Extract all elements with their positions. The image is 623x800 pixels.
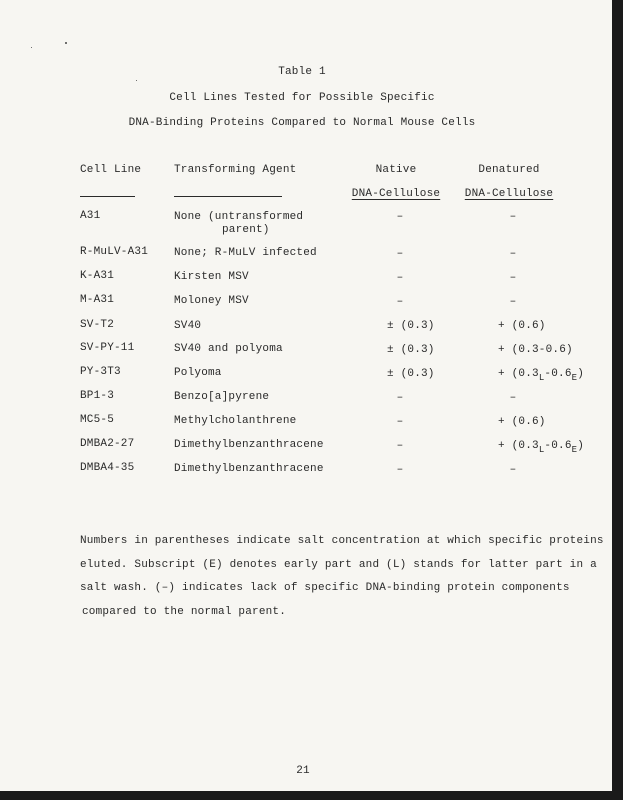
cell-line: SV-PY-11 bbox=[80, 342, 135, 354]
header-native-dna-cellulose: DNA-Cellulose bbox=[351, 188, 441, 200]
cell-line: SV-T2 bbox=[80, 319, 115, 331]
transforming-agent: Dimethylbenzanthracene bbox=[174, 463, 324, 475]
note-line: eluted. Subscript (E) denotes early part and (L) stands for latter part in a bbox=[80, 559, 597, 571]
cell-line: BP1-3 bbox=[80, 390, 115, 402]
native-result: ± (0.3) bbox=[387, 320, 435, 332]
note-line: compared to the normal parent. bbox=[82, 606, 287, 618]
cell-line: K-A31 bbox=[80, 270, 115, 282]
native-result: – bbox=[396, 392, 404, 404]
cell-line: DMBA2-27 bbox=[80, 438, 135, 450]
transforming-agent: SV40 bbox=[174, 320, 202, 332]
cell-line: M-A31 bbox=[80, 294, 115, 306]
header-cell-line: Cell Line bbox=[80, 164, 142, 176]
header-denatured-dna-cellulose: DNA-Cellulose bbox=[464, 188, 554, 200]
transforming-agent: Methylcholanthrene bbox=[174, 415, 297, 427]
denatured-result: – bbox=[509, 248, 517, 260]
native-result: – bbox=[396, 464, 404, 476]
denatured-result: – bbox=[509, 272, 517, 284]
native-result: – bbox=[396, 296, 404, 308]
header-denatured: Denatured bbox=[478, 164, 540, 176]
native-result: – bbox=[396, 211, 404, 223]
transforming-agent: SV40 and polyoma bbox=[174, 343, 283, 355]
transforming-agent: Dimethylbenzanthracene bbox=[174, 439, 324, 451]
native-result: ± (0.3) bbox=[387, 344, 435, 356]
transforming-agent: Kirsten MSV bbox=[174, 271, 249, 283]
note-line: salt wash. (–) indicates lack of specific DNA-binding protein components bbox=[80, 582, 570, 594]
table-caption-line-1: Cell Lines Tested for Possible Specific bbox=[169, 92, 435, 104]
header-rule-agent bbox=[174, 196, 282, 197]
transforming-agent-continued: parent) bbox=[222, 224, 270, 236]
native-result: – bbox=[396, 440, 404, 452]
header-transforming-agent: Transforming Agent bbox=[174, 164, 297, 176]
header-native: Native bbox=[375, 164, 417, 176]
page-number: 21 bbox=[296, 765, 310, 777]
note-line: Numbers in parentheses indicate salt concentration at which specific proteins bbox=[80, 535, 604, 547]
native-result: – bbox=[396, 248, 404, 260]
transforming-agent: Polyoma bbox=[174, 367, 222, 379]
denatured-result: + $(0.3_L-0.6_E)$ bbox=[498, 368, 585, 383]
cell-line: R-MuLV-A31 bbox=[80, 246, 149, 258]
cell-line: PY-3T3 bbox=[80, 366, 121, 378]
cell-line: A31 bbox=[80, 210, 101, 222]
native-result: ± (0.3) bbox=[387, 368, 435, 380]
native-result: – bbox=[396, 272, 404, 284]
denatured-result: + $(0.3_L-0.6_E)$ bbox=[498, 440, 585, 455]
cell-line: MC5-5 bbox=[80, 414, 115, 426]
transforming-agent: None (untransformed bbox=[174, 211, 304, 223]
table-label: Table 1 bbox=[278, 66, 326, 78]
paper-speck bbox=[65, 42, 67, 44]
paper-speck bbox=[31, 47, 32, 48]
denatured-result: – bbox=[509, 464, 517, 476]
transforming-agent: Benzo[a]pyrene bbox=[174, 391, 270, 403]
table-caption-line-2: DNA-Binding Proteins Compared to Normal Mouse Cells bbox=[128, 117, 476, 129]
cell-line: DMBA4-35 bbox=[80, 462, 135, 474]
paper-speck bbox=[136, 80, 137, 81]
denatured-result: – bbox=[509, 296, 517, 308]
transforming-agent: Moloney MSV bbox=[174, 295, 249, 307]
denatured-result: – bbox=[509, 392, 517, 404]
header-rule-cell-line bbox=[80, 196, 135, 197]
native-result: – bbox=[396, 416, 404, 428]
transforming-agent: None; R-MuLV infected bbox=[174, 247, 317, 259]
denatured-result: + (0.3-0.6) bbox=[498, 344, 573, 356]
denatured-result: + (0.6) bbox=[498, 320, 546, 332]
denatured-result: – bbox=[509, 211, 517, 223]
denatured-result: + (0.6) bbox=[498, 416, 546, 428]
